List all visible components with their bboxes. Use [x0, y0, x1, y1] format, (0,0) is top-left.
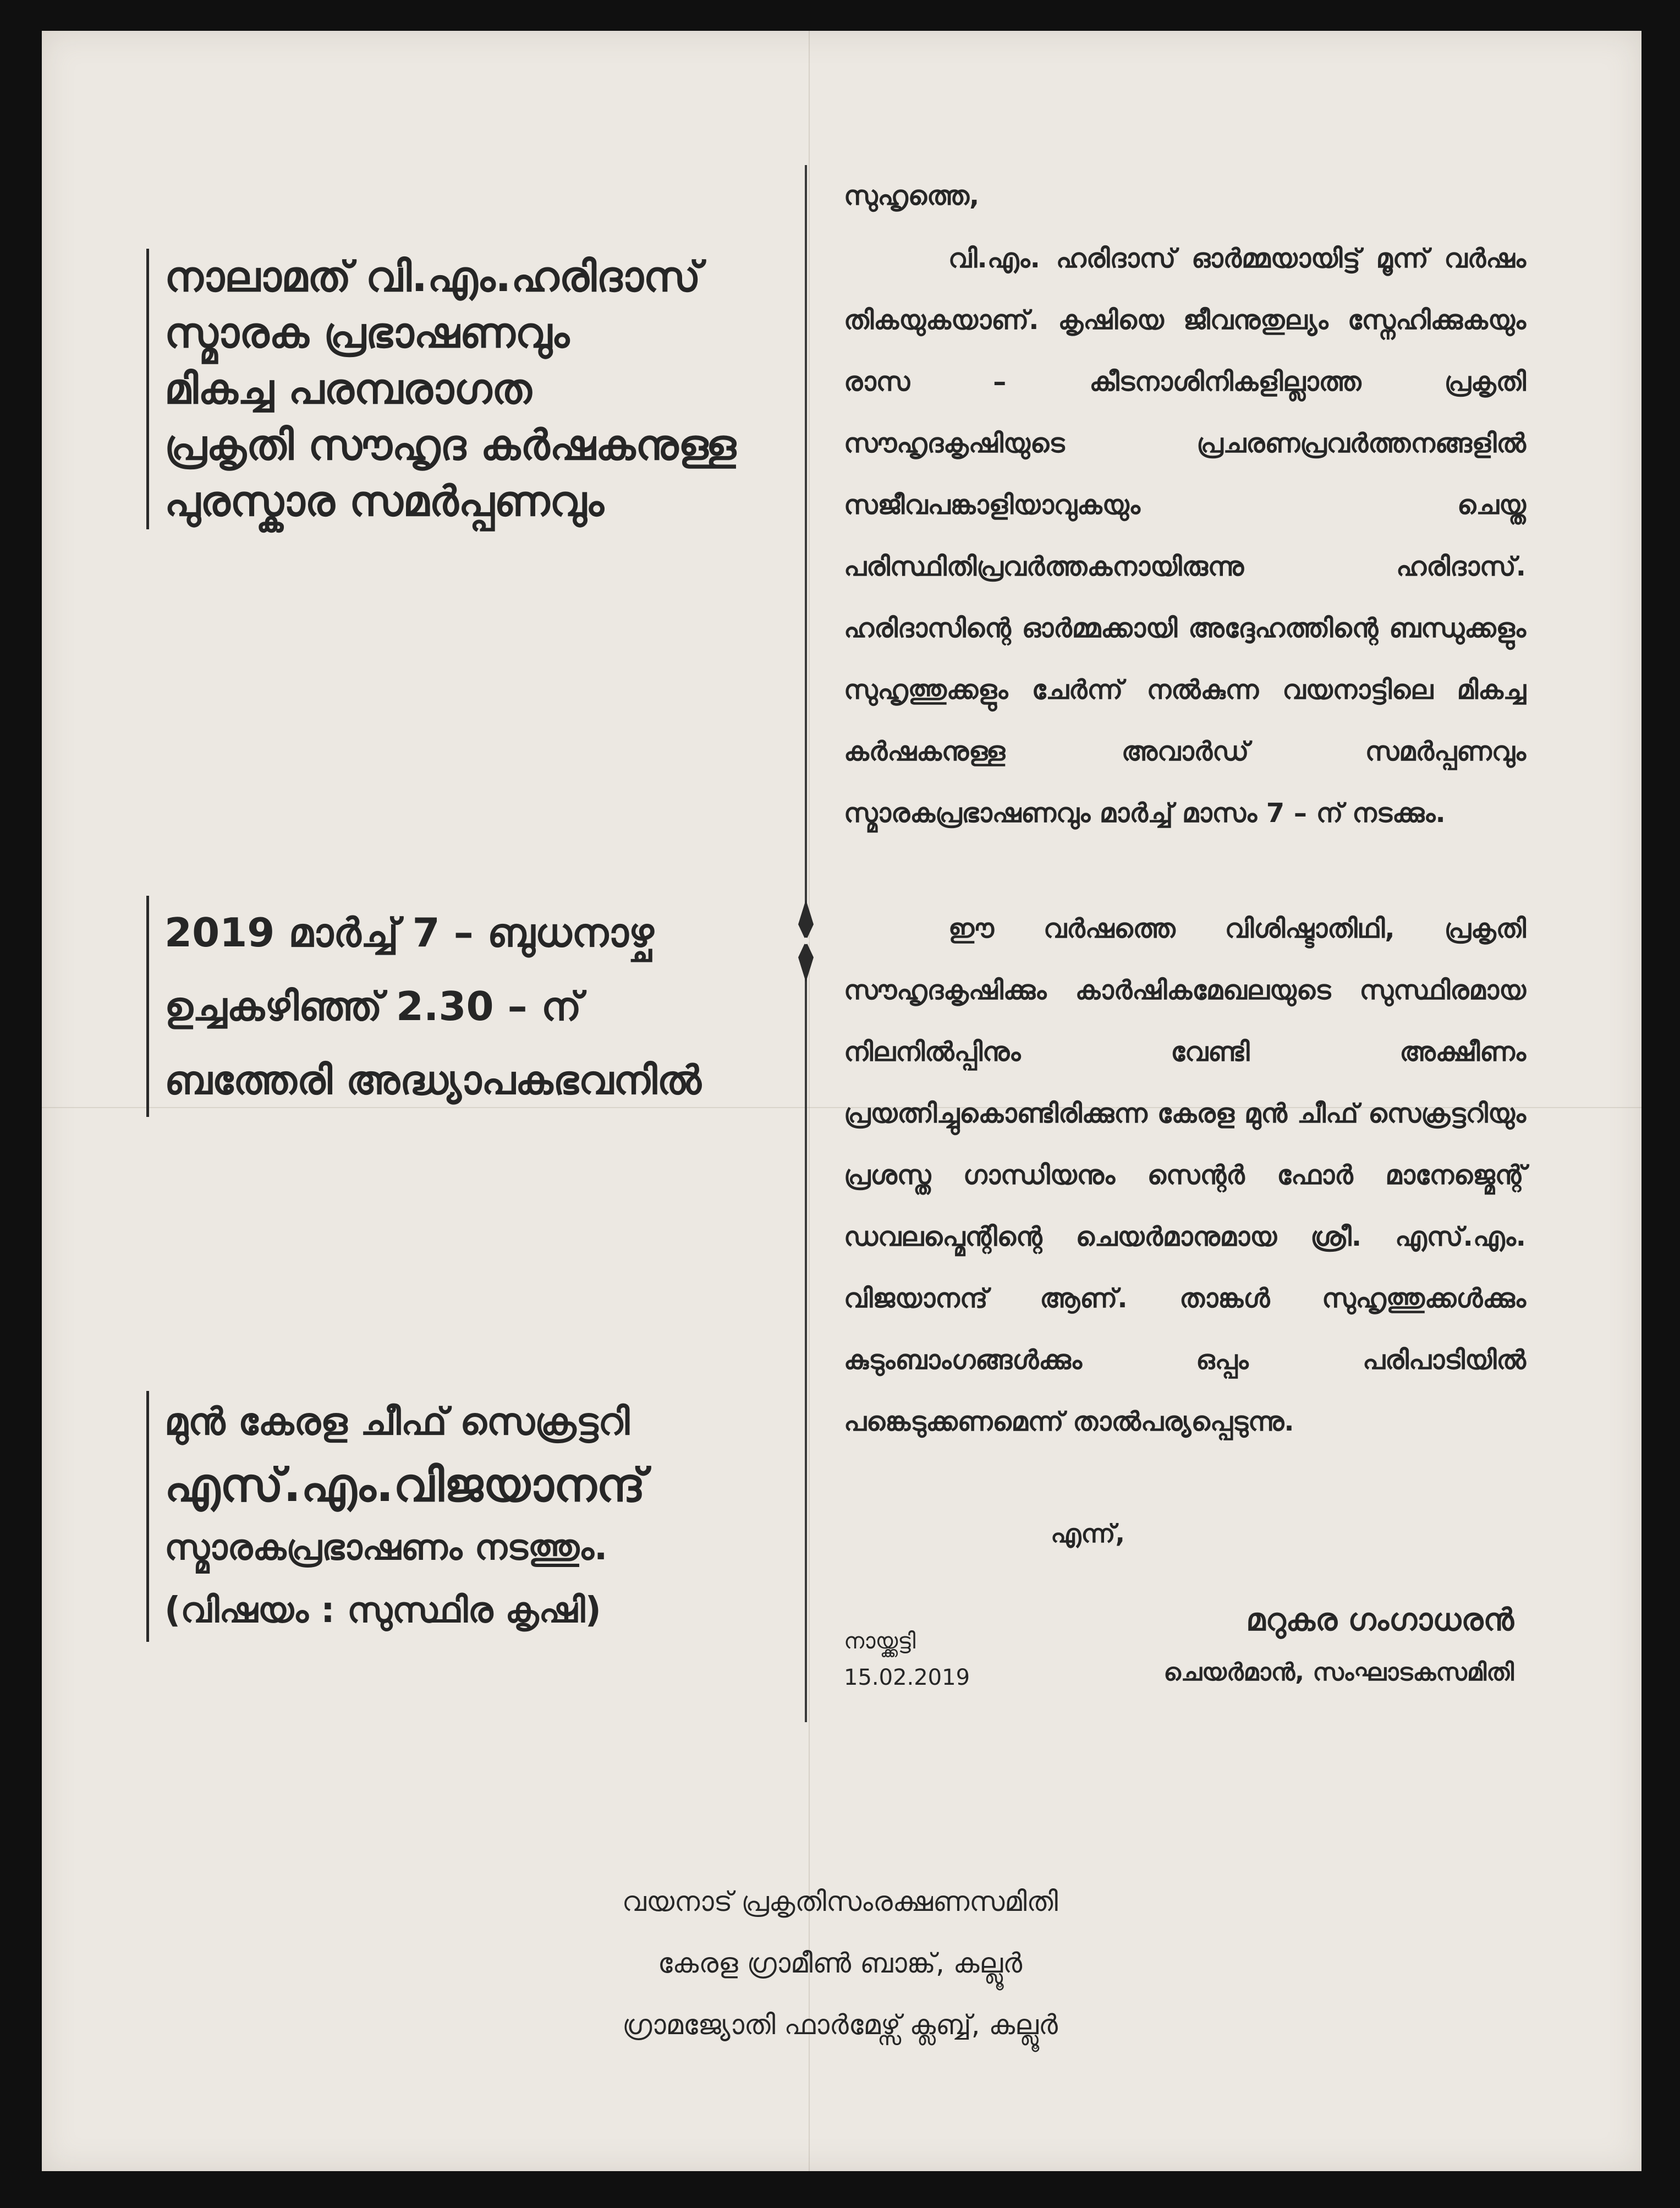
event-heading-block [146, 249, 736, 529]
speaker-role: സ്മാരകപ്രഭാഷണം നടത്തും. [164, 1527, 608, 1568]
signatory-name: മറുകര ഗംഗാധരൻ [1246, 1602, 1514, 1638]
heading-line: പുരസ്കാര സമർപ്പണവും [164, 476, 604, 525]
heading-line: പ്രകൃതി സൗഹൃദ കർഷകനുള്ള [164, 420, 737, 469]
organizer-line: ഗ്രാമജ്യോതി ഫാർമേഴ്സ് ക്ലബ്ബ്, കല്ലൂർ [622, 2009, 1058, 2041]
place-date-block [844, 1623, 970, 1696]
event-time-line: ഉച്ചകഴിഞ്ഞ് 2.30 – ന് [164, 983, 581, 1029]
speaker-designation: മുൻ കേരള ചീഫ് സെക്രട്ടറി [164, 1400, 630, 1444]
event-venue-line: ബത്തേരി അദ്ധ്യാപകഭവനിൽ [164, 1057, 701, 1103]
speaker-topic: (വിഷയം : സുസ്ഥിര കൃഷി) [164, 1590, 601, 1631]
organizer-line: കേരള ഗ്രാമീൺ ബാങ്ക്, കല്ലൂർ [657, 1947, 1023, 1979]
letter-date: 15.02.2019 [844, 1665, 970, 1690]
organizers-footer [0, 1871, 1680, 2056]
letter-paragraph-2: ഈ വർഷത്തെ വിശിഷ്ടാതിഥി, പ്രകൃതി സൗഹൃദകൃഷിക്കും കാർഷികമേഖലയുടെ സുസ്ഥിരമായ നിലനിൽപ്പിനും വേണ്ടി അക്ഷീണം പ്രയത്നിച്ചുകൊണ്ടിരിക്കുന്ന കേരള മുൻ ചീഫ് സെക്രട്ടറിയും പ്രശസ്ത ഗാന്ധിയനും സെന്റർ ഫോർ മാനേജ്മെന്റ് ഡവലപ്മെന്റിന്റെ ചെയർമാനുമായ ശ്രീ. എസ്.എം. വിജയാനന്ദ് ആണ്. താങ്കൾ സുഹൃത്തുക്കൾക്കും കുടുംബാംഗങ്ങൾക്കും ഒപ്പം പരിപാടിയിൽ പങ്കെടുക്കണമെന്ന് താൽപര്യപ്പെടുന്നു. [844, 913, 1526, 1437]
signatory-title: ചെയർമാൻ, സംഘാടകസമിതി [1163, 1658, 1514, 1686]
vertical-fold-crease [809, 31, 810, 2171]
heading-line: സ്മാരക പ്രഭാഷണവും [164, 308, 570, 357]
event-date-line: 2019 മാർച്ച് 7 – ബുധനാഴ്ച [164, 910, 654, 956]
organizer-line: വയനാട് പ്രകൃതിസംരക്ഷണസമിതി [622, 1886, 1058, 1917]
speaker-name: എസ്.എം.വിജയാനന്ദ് [164, 1458, 646, 1512]
letter-paragraph-1: വി.എം. ഹരിദാസ് ഓർമ്മയായിട്ട് മൂന്ന് വർഷം തികയുകയാണ്. കൃഷിയെ ജീവനുതുല്യം സ്നേഹിക്കുകയും രാസ – കീടനാശിനികളില്ലാത്ത പ്രകൃതി സൗഹൃദകൃഷിയുടെ പ്രചരണപ്രവർത്തനങ്ങളിൽ സജീവപങ്കാളിയാവുകയും ചെയ്ത പരിസ്ഥിതിപ്രവർത്തകനായിരുന്നു ഹരിദാസ്. ഹരിദാസിന്റെ ഓർമ്മക്കായി അദ്ദേഹത്തിന്റെ ബന്ധുക്കളും സുഹൃത്തുക്കളും ചേർന്ന് നൽകുന്ന വയനാട്ടിലെ മികച്ച കർഷകനുള്ള അവാർഡ് സമർപ്പണവും സ്മാരകപ്രഭാഷണവും മാർച്ച് മാസം 7 – ന് നടക്കും. [844, 243, 1526, 829]
speaker-block [146, 1391, 645, 1642]
event-datetime-venue-block [146, 896, 701, 1117]
letter-salutation: സുഹൃത്തെ, [844, 180, 980, 211]
divider-ornament-icon [797, 900, 815, 982]
heading-line: നാലാമത് വി.എം.ഹരിദാസ് [164, 252, 701, 301]
letter-closing: എന്ന്, [1051, 1519, 1125, 1548]
heading-line: മികച്ച പരമ്പരാഗത [164, 364, 532, 413]
letter-place: നായ്ക്കട്ടി [844, 1629, 916, 1654]
